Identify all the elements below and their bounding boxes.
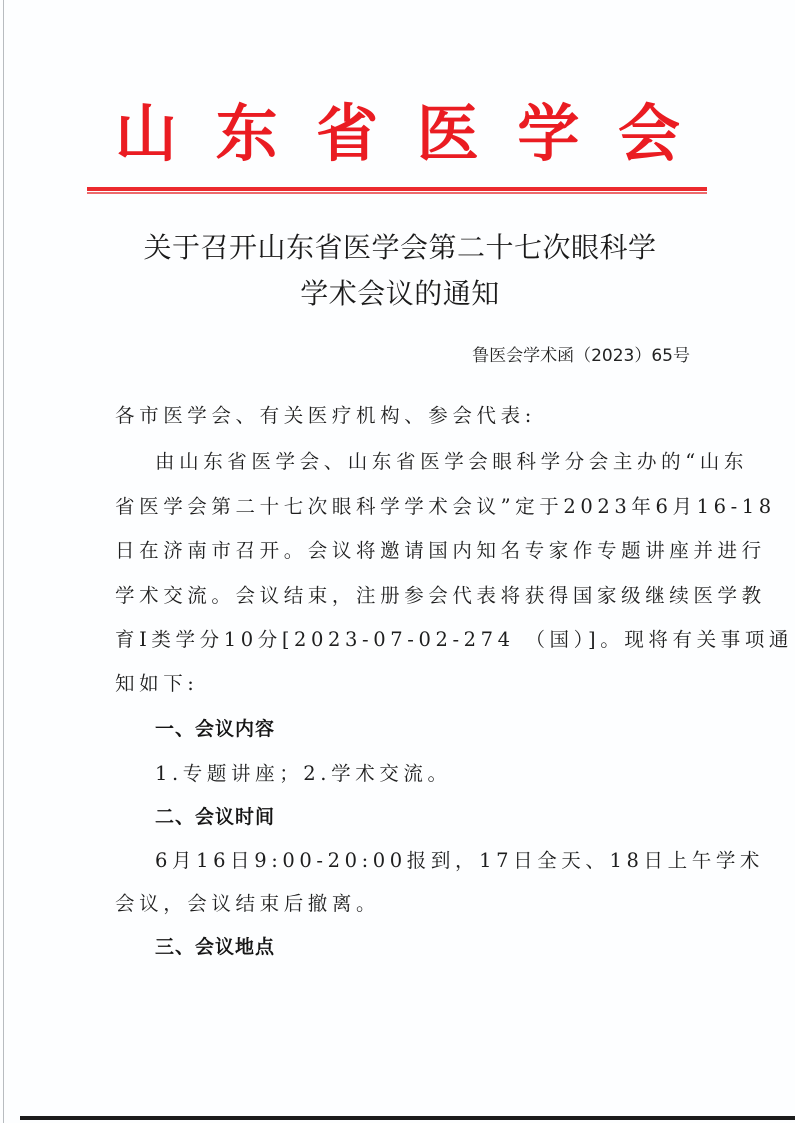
body-line: 育Ⅰ类学分10分[2023-07-02-274 （国）]。现将有关事项通 (115, 628, 794, 651)
letterhead-char: 省 (316, 97, 379, 170)
letterhead-organization (110, 92, 685, 176)
body-line: 日在济南市召开。会议将邀请国内知名专家作专题讲座并进行 (115, 539, 766, 562)
section-heading-meeting-content: 一、会议内容 (155, 718, 276, 740)
document-title-line-1: 关于召开山东省医学会第二十七次眼科学 (143, 231, 657, 264)
section-line: 6月16日9:00-20:00报到，17日全天、18日上午学术 (155, 849, 765, 872)
document-number: 鲁医会学术函（2023）65号 (472, 346, 690, 366)
page-edge-left (3, 0, 4, 1123)
salutation: 各市医学会、有关医疗机构、参会代表: (115, 404, 536, 427)
letterhead-char: 东 (215, 97, 278, 170)
section-heading-meeting-location: 三、会议地点 (155, 936, 276, 958)
document-title-line-2: 学术会议的通知 (300, 277, 500, 310)
page-edge-bottom (20, 1116, 795, 1120)
body-line: 知如下: (115, 672, 199, 695)
letterhead-char: 会 (617, 97, 680, 170)
body-line: 由山东省医学会、山东省医学会眼科学分会主办的“山东 (155, 450, 748, 473)
body-line: 学术交流。会议结束，注册参会代表将获得国家级继续医学教 (115, 584, 766, 607)
letterhead-char: 学 (517, 97, 580, 170)
section-line: 会议，会议结束后撤离。 (115, 892, 381, 915)
body-line: 省医学会第二十七次眼科学学术会议”定于2023年6月16-18 (115, 495, 776, 518)
divider-thin-line (87, 192, 707, 194)
letterhead-char: 医 (416, 97, 479, 170)
section-heading-meeting-time: 二、会议时间 (155, 806, 276, 828)
letterhead-divider (87, 187, 707, 194)
section-line: 1.专题讲座；2.学术交流。 (155, 762, 452, 785)
divider-thick-line (87, 187, 707, 191)
letterhead-char: 山 (114, 97, 177, 170)
